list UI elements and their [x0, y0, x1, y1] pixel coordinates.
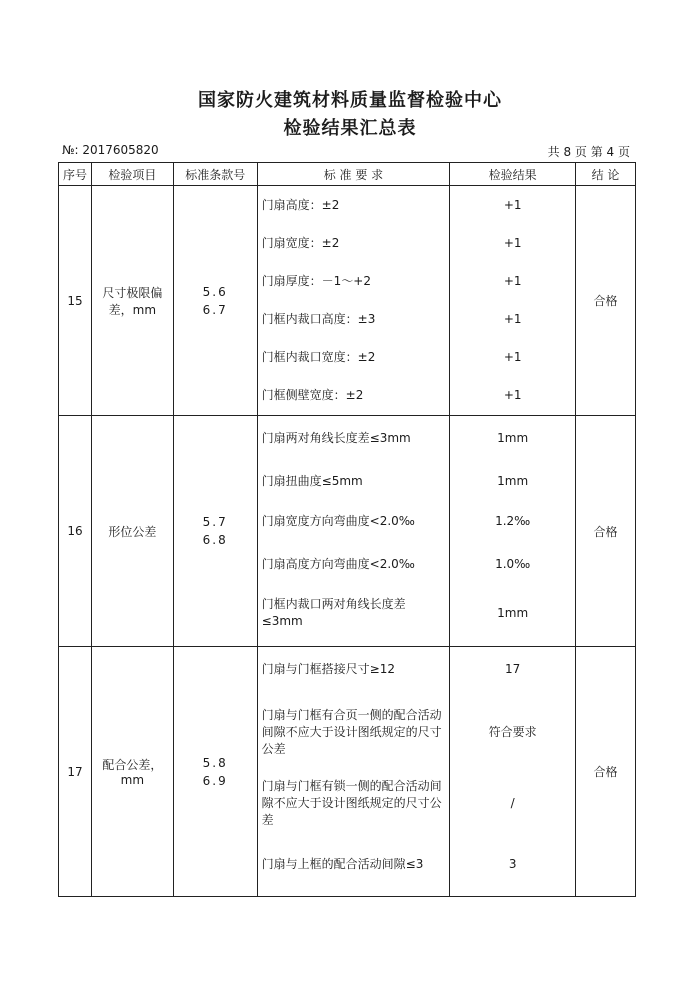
requirement: 门扇与门框搭接尺寸≥12 — [261, 661, 395, 676]
result-value: +1 — [503, 349, 522, 364]
row-number: 15 — [59, 186, 92, 416]
result-value: +1 — [503, 387, 522, 402]
result-value: +1 — [503, 197, 522, 212]
page-indicator: 共 8 页 第 4 页 — [547, 145, 630, 159]
requirement: 门扇高度方向弯曲度<2.0‰ — [261, 556, 415, 571]
requirement: 门框内裁口高度：±3 — [261, 311, 376, 326]
table-row — [59, 416, 636, 647]
results-table — [58, 162, 636, 897]
requirement: 门扇宽度方向弯曲度<2.0‰ — [261, 513, 415, 528]
col-header-conclusion: 结 论 — [576, 163, 636, 186]
requirement-list — [257, 647, 450, 897]
requirement: 门扇两对角线长度差≤3mm — [261, 430, 411, 445]
row-number: 16 — [59, 416, 92, 647]
result-value: 1.2‰ — [495, 513, 531, 528]
clause: 5.7 — [202, 515, 228, 529]
conclusion: 合格 — [576, 186, 636, 416]
result-value: 17 — [505, 661, 521, 676]
table-row — [59, 647, 636, 897]
clause: 5.6 — [202, 284, 228, 299]
col-header-no: 序号 — [59, 163, 92, 186]
result-list — [450, 647, 576, 897]
clause: 6.9 — [202, 773, 228, 788]
table-row — [59, 186, 636, 416]
result-value: 符合要求 — [488, 724, 537, 739]
clause: 5.8 — [202, 755, 228, 770]
result-value: 3 — [508, 856, 517, 871]
result-value: / — [510, 795, 515, 810]
result-value: 1.0‰ — [495, 556, 531, 571]
standard-clauses — [173, 416, 257, 647]
document-subtitle: 检验结果汇总表 — [283, 118, 417, 139]
clause: 6.7 — [202, 302, 228, 317]
row-number: 17 — [59, 647, 92, 897]
test-item: 尺寸极限偏差，mm — [91, 186, 173, 416]
result-list — [450, 186, 576, 416]
result-value: +1 — [503, 311, 522, 326]
conclusion: 合格 — [576, 647, 636, 897]
table-header-row — [59, 163, 636, 186]
clause: 6.8 — [202, 533, 228, 547]
requirement: 门扇扭曲度≤5mm — [261, 473, 363, 488]
test-item: 形位公差 — [91, 416, 173, 647]
col-header-result: 检验结果 — [450, 163, 576, 186]
document-title: 国家防火建筑材料质量监督检验中心 — [198, 90, 502, 111]
col-header-item: 检验项目 — [91, 163, 173, 186]
result-value: +1 — [503, 235, 522, 250]
report-number: №: 2017605820 — [62, 143, 159, 157]
requirement: 门扇与门框有合页一侧的配合活动间隙不应大于设计图纸规定的尺寸公差 — [261, 707, 442, 756]
result-value: 1mm — [497, 473, 529, 488]
result-value: 1mm — [497, 430, 529, 445]
standard-clauses — [173, 186, 257, 416]
requirement: 门扇厚度：－1～+2 — [261, 273, 371, 288]
requirement: 门扇与门框有锁一侧的配合活动间隙不应大于设计图纸规定的尺寸公差 — [261, 778, 442, 827]
requirement-list — [257, 416, 450, 647]
test-item: 配合公差，mm — [91, 647, 173, 897]
requirement: 门扇宽度：±2 — [261, 235, 340, 250]
standard-clauses — [173, 647, 257, 897]
col-header-clause: 标准条款号 — [173, 163, 257, 186]
requirement: 门框侧壁宽度：±2 — [261, 387, 364, 402]
requirement-list — [257, 186, 450, 416]
result-value: +1 — [503, 273, 522, 288]
conclusion: 合格 — [576, 416, 636, 647]
requirement: 门扇与上框的配合活动间隙≤3 — [261, 856, 424, 871]
result-value: 1mm — [497, 605, 529, 620]
requirement: 门扇高度：±2 — [261, 197, 340, 212]
requirement: 门框内裁口宽度：±2 — [261, 349, 376, 364]
result-list — [450, 416, 576, 647]
col-header-requirement: 标 准 要 求 — [257, 163, 450, 186]
requirement: 门框内裁口两对角线长度差≤3mm — [261, 597, 406, 628]
